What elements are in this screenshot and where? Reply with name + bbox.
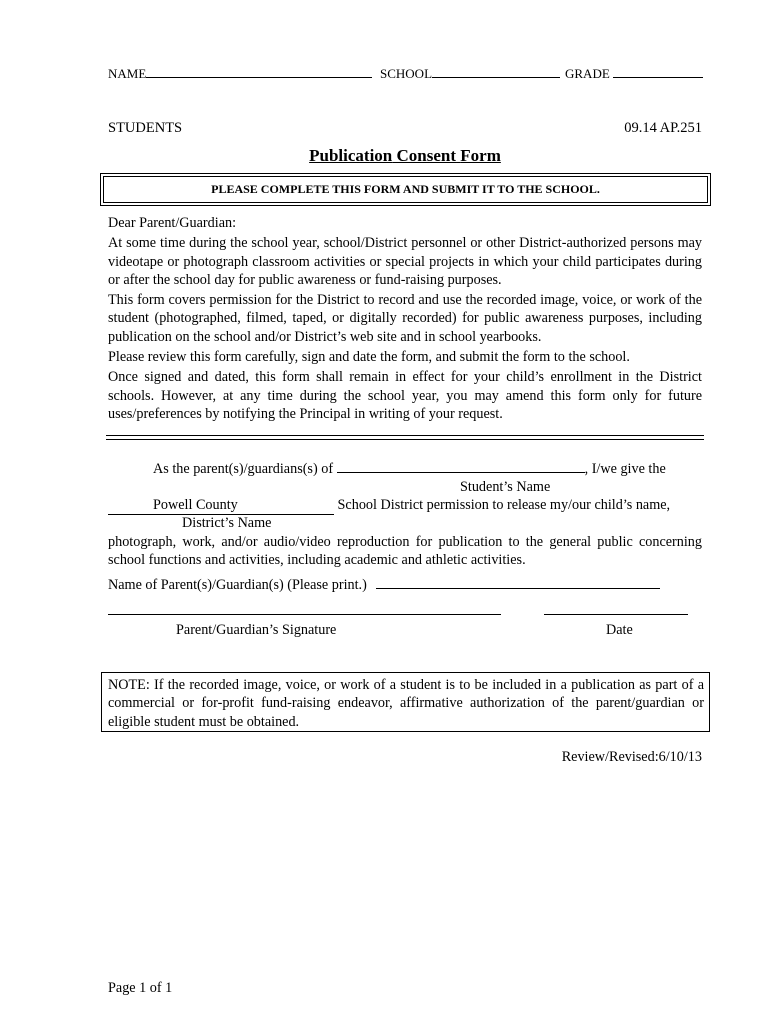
paragraph-3: Please review this form carefully, sign and date the form, and submit the form to the school. [108,349,630,366]
school-label: SCHOOL [380,66,433,81]
student-name-blank[interactable] [337,472,585,473]
consent-permission: School District permission to release my/our child’s name, [337,497,671,513]
parent-name-label: Name of Parent(s)/Guardian(s) (Please print.) [108,577,367,593]
policy-code: 09.14 AP.251 [624,120,702,136]
name-field [108,66,372,82]
date-caption: Date [606,622,633,638]
name-label: NAME [108,66,147,81]
parent-name-blank[interactable] [376,588,660,589]
title-word-1: Publication [309,146,393,165]
instruction-text: PLEASE COMPLETE THIS FORM AND SUBMIT IT TO THE SCHOOL. [211,182,600,196]
consent-line-2 [108,497,670,515]
salutation: Dear Parent/Guardian: [108,215,237,231]
consent-lead: As the parent(s)/guardians(s) of [153,461,334,477]
paragraph-2: This form covers permission for the District to record and use the recorded image, voice, or work of the student (photographed, filmed, taped, or digitally recorded) for public awareness purposes, including publication on the school and/or District’s web site and in school yearbooks. [108,292,702,345]
district-name-field[interactable] [108,497,334,515]
grade-field [565,66,703,82]
student-name-caption: Student’s Name [460,479,551,495]
grade-blank[interactable] [613,77,703,78]
district-name-caption: District’s Name [182,515,272,531]
paragraph-1: At some time during the school year, school/District personnel or other District-authorized persons may videotape or photograph classroom activities or special projects in which your child participates during or after the school day for public awareness or fund-raising purposes. [108,235,702,288]
section-label: STUDENTS [108,120,183,136]
consent-body [108,533,702,572]
page-number: Page 1 of 1 [108,980,173,996]
note-box [101,672,710,732]
school-blank[interactable] [432,77,560,78]
date-line[interactable] [544,614,688,615]
consent-give: , I/we give the [584,461,666,477]
consent-line-1 [153,461,666,478]
letter-body [108,214,702,425]
district-name-value: Powell County [153,497,238,513]
signature-line[interactable] [108,614,501,615]
grade-label: GRADE [565,66,610,81]
review-date: Review/Revised:6/10/13 [561,749,702,765]
name-blank[interactable] [146,77,372,78]
title-word-2: Consent [396,146,457,165]
title-word-3: Form [460,146,501,165]
separator [106,435,704,440]
page-title [0,146,770,166]
signature-caption: Parent/Guardian’s Signature [176,622,337,638]
paragraph-4: Once signed and dated, this form shall remain in effect for your child’s enrollment in the District schools. However, at any time during the school year, you may amend this form only for future uses/preferences by notifying the Principal in writing of your request. [108,369,702,422]
note-text: NOTE: If the recorded image, voice, or work of a student is to be included in a publication as part of a commercial or for-profit fund-raising endeavor, affirmative authorization of the parent/guardian or eligible student must be obtained. [108,677,704,730]
parent-name-row [108,577,660,594]
instruction-box [100,173,711,206]
consent-body-text: photograph, work, and/or audio/video reproduction for publication to the general public concerning school functions and activities, including academic and athletic activities. [108,534,702,569]
school-field [380,66,560,82]
